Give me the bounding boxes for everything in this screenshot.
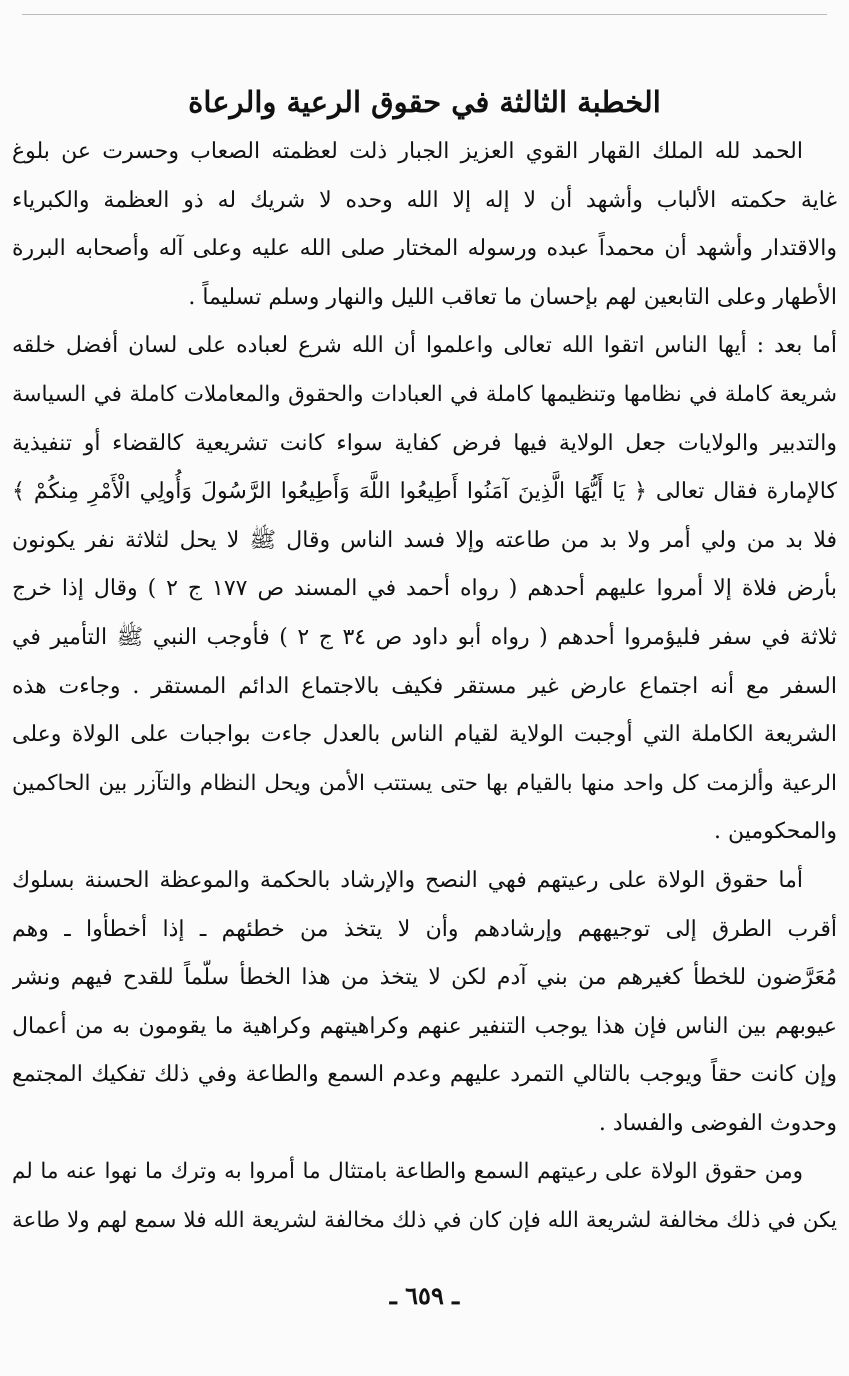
text-line: أما بعد : أيها الناس اتقوا الله تعالى واعلموا أن الله شرع لعباده على لسان أفضل خلقه: [12, 333, 837, 359]
text-line: الحمد لله الملك القهار القوي العزيز الجبار ذلت لعظمته الصعاب وحسرت عن بلوغ: [12, 139, 803, 164]
text-line: والاقتدار وأشهد أن محمداً عبده ورسوله المختار صلى الله عليه وعلى آله وأصحابه البررة: [12, 236, 837, 262]
text-line: أقرب الطرق إلى توجيههم وإرشادهم وأن لا يتخذ من خطئهم ـ إذا أخطأوا ـ وهم: [12, 916, 837, 942]
text-line: الأطهار وعلى التابعين لهم بإحسان ما تعاقب الليل والنهار وسلم تسليماً .: [188, 284, 837, 310]
text-line: شريعة كاملة في نظامها وتنظيمها كاملة في العبادات والحقوق والمعاملات كاملة في السياسة: [12, 381, 837, 407]
text-line: ومن حقوق الولاة على رعيتهم السمع والطاعة بامتثال ما أمروا به وترك ما نهوا عنه ما لم: [12, 1159, 803, 1185]
text-line: ثلاثة في سفر فليؤمروا أحدهم ( رواه أبو داود ص ٣٤ ج ٢ ) فأوجب النبي ﷺ التأمير في: [12, 624, 837, 650]
text-line: يكن في ذلك مخالفة لشريعة الله فإن كان في ذلك مخالفة لشريعة الله فلا سمع لهم ولا طاعة: [12, 1208, 837, 1234]
page-number: ـ ٦٥٩ ـ: [389, 1281, 460, 1310]
top-rule: [22, 14, 827, 15]
text-line: عيوبهم بين الناس فإن هذا يوجب التنفير عنهم وكراهيتهم وكراهية ما يقومون به من أعمال: [12, 1013, 837, 1039]
text-line: الرعية وألزمت كل واحد منها بالقيام بها حتى يستتب الأمن ويحل النظام والتآزر بين الحاكمين: [12, 770, 837, 796]
text-line: السفر مع أنه اجتماع عارض غير مستقر فكيف بالاجتماع الدائم المستقر . وجاءت هذه: [12, 673, 837, 699]
text-line: أما حقوق الولاة على رعيتهم فهي النصح والإرشاد بالحكمة والموعظة الحسنة بسلوك: [12, 867, 803, 893]
text-line: والمحكومين .: [713, 819, 837, 845]
text-line: فلا بد من ولي أمر ولا بد من طاعته وإلا فسد الناس وقال ﷺ لا يحل لثلاثة نفر يكونون: [12, 527, 837, 553]
text-line: وحدوث الفوضى والفساد .: [598, 1110, 837, 1136]
text-line: كالإمارة فقال تعالى ﴿ يَا أَيُّهَا الَّذِينَ آمَنُوا أَطِيعُوا اللَّهَ وَأَطِيعُوا الرَّسُولَ وَأُولِي الْأَمْرِ مِنكُمْ ﴾: [12, 479, 837, 505]
sermon-title: الخطبة الثالثة في حقوق الرعية والرعاة: [188, 85, 661, 119]
text-line: والتدبير والولايات جعل الولاية فيها فرض كفاية سواء كانت تشريعية كالقضاء أو تنفيذية: [12, 430, 837, 456]
text-line: مُعَرَّضون للخطأ كغيرهم من بني آدم لكن لا يتخذ من هذا الخطأ سلّماً للقدح فيهم ونشر: [12, 965, 837, 991]
text-line: غاية حكمته الألباب وأشهد أن لا إله إلا الله وحده لا شريك له ذو العظمة والكبرياء: [12, 187, 837, 213]
sermon-body: [12, 128, 837, 1246]
text-line: بأرض فلاة إلا أمروا عليهم أحدهم ( رواه أحمد في المسند ص ١٧٧ ج ٢ ) وقال إذا خرج: [12, 576, 837, 602]
text-line: الشريعة الكاملة التي أوجبت الولاية لقيام الناس بالعدل جاءت بواجبات على الولاة وعلى: [12, 722, 837, 748]
text-line: وإن كانت حقاً ويوجب بالتالي التمرد عليهم وعدم السمع والطاعة وفي ذلك تفكيك المجتمع: [12, 1062, 837, 1088]
